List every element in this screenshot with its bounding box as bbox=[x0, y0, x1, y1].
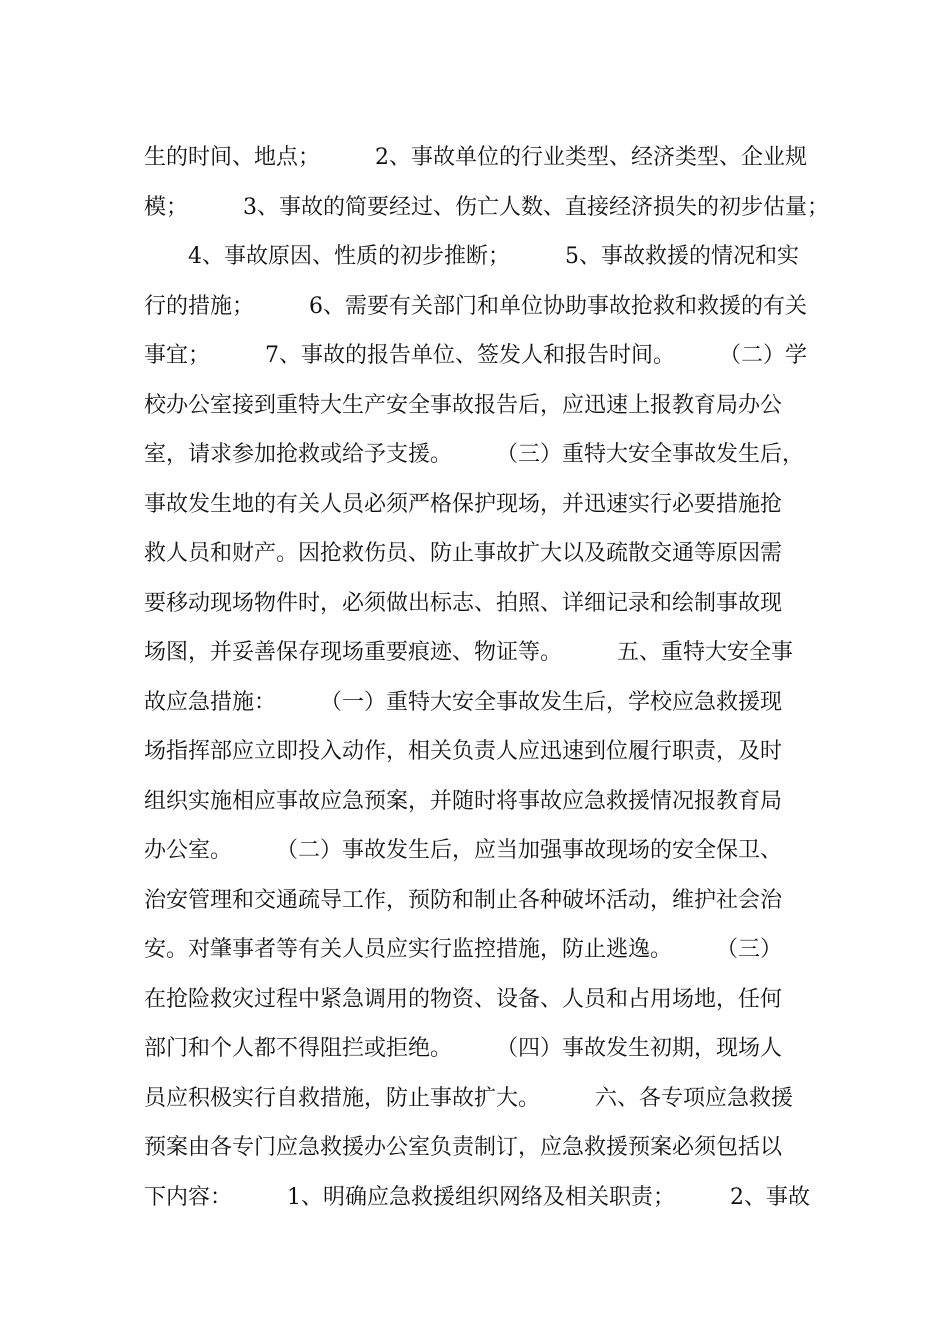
text-line: 要移动现场物件时，必须做出标志、拍照、详细记录和绘制事故现 bbox=[144, 590, 783, 616]
text-line: 故应急措施： （一）重特大安全事故发生后，学校应急救援现 bbox=[144, 689, 783, 715]
text-line: 事宜； 7、事故的报告单位、签发人和报告时间。 （二）学 bbox=[144, 343, 807, 368]
text-line: 组织实施相应事故应急预案，并随时将事故应急救援情况报教育局 bbox=[144, 788, 783, 814]
text-line: 4、事故原因、性质的初步推断； 5、事故救援的情况和实 bbox=[144, 244, 799, 269]
text-line: 场图，并妥善保存现场重要痕迹、物证等。 五、重特大安全事 bbox=[144, 640, 794, 665]
text-line: 场指挥部应立即投入动作，相关负责人应迅速到位履行职责，及时 bbox=[144, 739, 783, 764]
text-line: 室，请求参加抢救或给予支援。 （三）重特大安全事故发生后， bbox=[144, 442, 805, 467]
text-line: 员应积极实行自救措施，防止事故扩大。 六、各专项应急救援 bbox=[144, 1085, 794, 1111]
text-line: 部门和个人都不得阻拦或拒绝。 （四）事故发生初期，现场人 bbox=[144, 1036, 783, 1061]
text-line: 下内容： 1、明确应急救援组织网络及相关职责； 2、事故 bbox=[144, 1184, 810, 1210]
text-line: 安。对肇事者等有关人员应实行监控措施，防止逃逸。 （三） bbox=[144, 937, 783, 962]
text-line: 办公室。 （二）事故发生后，应当加强事故现场的安全保卫、 bbox=[144, 838, 783, 863]
text-line: 模； 3、事故的简要经过、伤亡人数、直接经济损失的初步估量； bbox=[144, 194, 829, 220]
text-line: 事故发生地的有关人员必须严格保护现场，并迅速实行必要措施抢 bbox=[144, 491, 783, 517]
text-line: 在抢险救灾过程中紧急调用的物资、设备、人员和占用场地，任何 bbox=[144, 986, 783, 1012]
text-line: 生的时间、地点； 2、事故单位的行业类型、经济类型、企业规 bbox=[144, 145, 807, 170]
text-line: 行的措施； 6、需要有关部门和单位协助事故抢救和救援的有关 bbox=[144, 293, 807, 319]
text-line: 救人员和财产。因抢救伤员、防止事故扩大以及疏散交通等原因需 bbox=[144, 541, 783, 566]
text-line: 校办公室接到重特大生产安全事故报告后，应迅速上报教育局办公 bbox=[144, 392, 783, 418]
body-text bbox=[144, 133, 829, 1222]
text-line: 治安管理和交通疏导工作，预防和制止各种破坏活动，维护社会治 bbox=[144, 887, 783, 913]
text-line: 预案由各专门应急救援办公室负责制订，应急救援预案必须包括以 bbox=[144, 1135, 783, 1160]
